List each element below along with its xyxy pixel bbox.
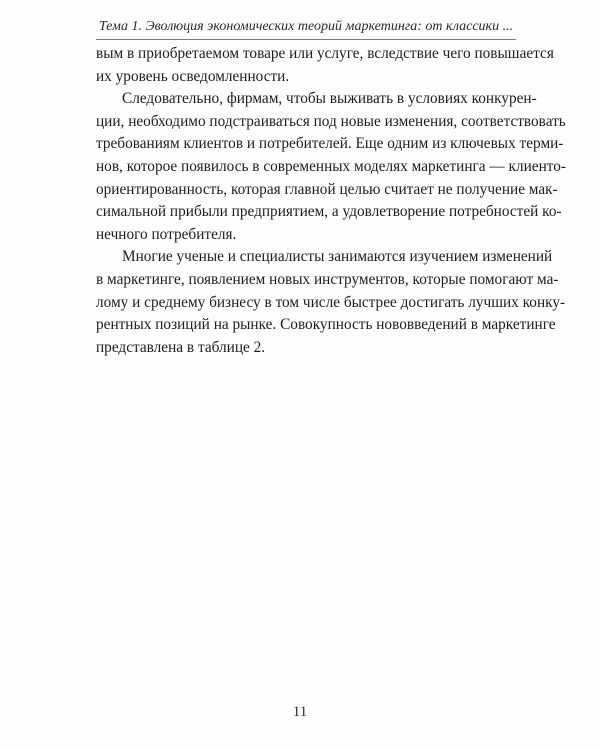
text-line: лому и среднему бизнесу в том числе быстрее достигать лучших конку- xyxy=(96,293,566,311)
paragraph-3 xyxy=(96,246,566,359)
text-line: Многие ученые и специалисты занимаются изучением изменений xyxy=(122,248,553,266)
page-number: 11 xyxy=(292,704,308,720)
text-line: Следовательно, фирмам, чтобы выживать в условиях конкурен- xyxy=(122,90,537,108)
running-header: Тема 1. Эволюция экономических теорий маркетинга: от классики ... xyxy=(98,19,514,34)
text-line: представлена в таблице 2. xyxy=(96,338,266,356)
body-text xyxy=(96,43,566,359)
text-line: требованиям клиентов и потребителей. Еще одним из ключевых терми- xyxy=(96,135,564,153)
text-line: симальной прибыли предприятием, а удовлетворение потребностей ко- xyxy=(96,203,562,221)
text-line: их уровень осведомленности. xyxy=(96,67,290,85)
paragraph-2 xyxy=(96,88,566,246)
text-line: ориентированность, которая главной целью считает не получение мак- xyxy=(96,180,558,198)
text-line: вым в приобретаемом товаре или услуге, вследствие чего повышается xyxy=(96,45,554,62)
text-line: рентных позиций на рынке. Совокупность нововведений в маркетинге xyxy=(96,316,556,334)
text-line: нечного потребителя. xyxy=(96,225,237,243)
header-rule xyxy=(96,39,516,40)
text-line: ции, необходимо подстраиваться под новые изменения, соответствовать xyxy=(96,112,566,130)
paragraph-1 xyxy=(96,43,554,88)
text-line: нов, которое появилось в современных моделях маркетинга — клиенто- xyxy=(96,157,566,175)
text-line: в маркетинге, появлением новых инструментов, которые помогают ма- xyxy=(96,270,559,288)
